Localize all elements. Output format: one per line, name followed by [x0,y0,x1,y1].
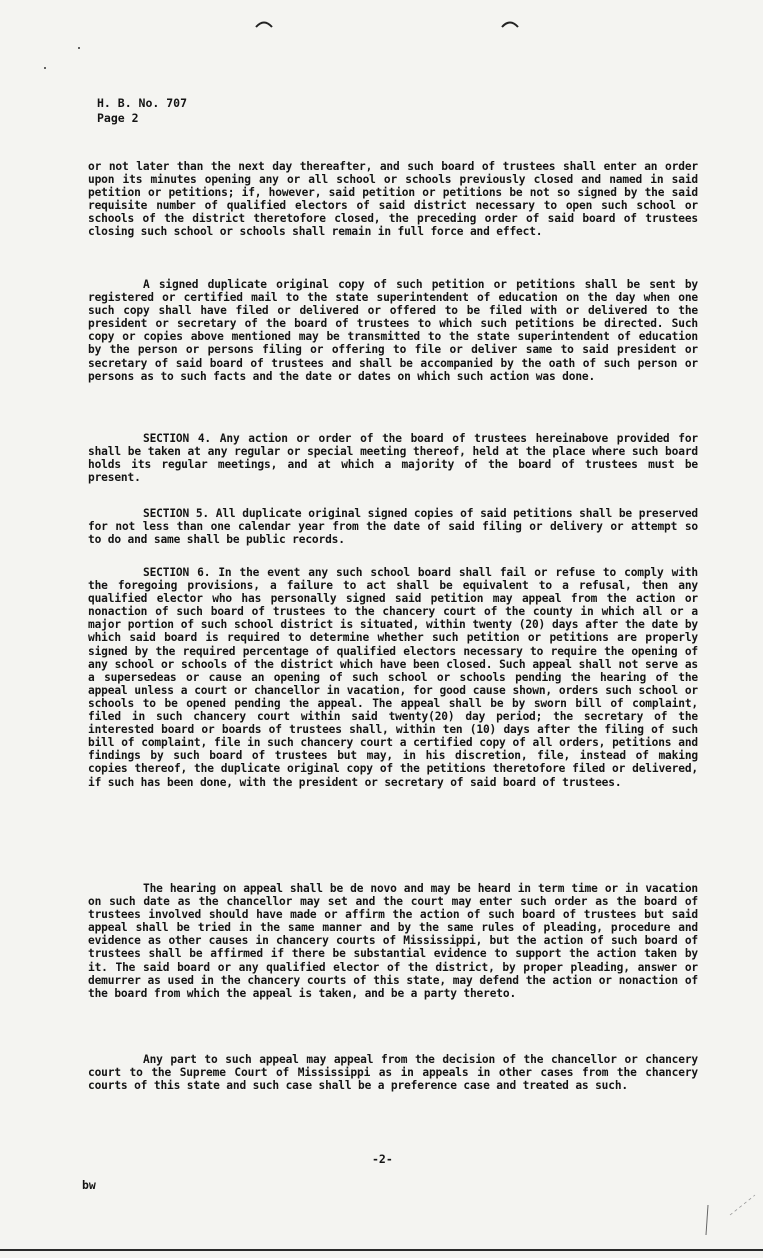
paragraph-duplicate-copy [88,278,698,383]
bill-number: H. B. No. 707 [97,96,188,110]
typist-initials: bw [82,1178,96,1192]
punch-hole-mark-left [254,16,274,30]
paragraph-text: Any part to such appeal may appeal from the decision of the chancellor or chancery court to the Supreme Court of Mississippi as in appeals in other cases from the chancery courts of this state and such case shall be a preference case and treated as such. [88,1053,698,1093]
punch-hole-mark-right [500,16,520,30]
page-bottom-edge [0,1249,763,1251]
paragraph-section-4 [88,432,698,484]
paragraph-text: SECTION 4. Any action or order of the board of trustees hereinabove provided for shall be taken at any regular or special meeting thereof, held at the place where such board holds its regular meetings, and at which a majority of the board of trustees must be present. [88,432,698,485]
paragraph-hearing-on-appeal [88,882,698,1000]
paragraph-section-6 [88,566,698,789]
paragraph-text: A signed duplicate original copy of such petition or petitions shall be sent by registered or certified mail to the state superintendent of education on the day when one such copy shall have filed or delivered or offered to be filed with or delivered to the president or secretary of the board of trustees to which such petitions be directed. Such copy or copies above mentioned may be transmitted to the state superintendent of education by the person or persons filing or offering to file or deliver same to said president or secretary of said board of trustees and shall be accompanied by the oath of such person or persons as to such facts and the date or dates on which such action was done. [88,278,698,383]
paragraph-section-5 [88,507,698,546]
paragraph-text: SECTION 5. All duplicate original signed copies of said petitions shall be preserved for not less than one calendar year from the date of said filing or delivery or attempt so to do and same shall be public records. [88,507,698,547]
paragraph-continuation: or not later than the next day thereafter, and such board of trustees shall enter an order upon its minutes opening any or all school or schools previously closed and named in said petition or petitions; if, however, said petition or petitions be not so signed by the said requisite number of qualified electors of said district necessary to open such school or schools of the district theretofore closed, the preceding order of said board of trustees closing such school or schools shall remain in full force and effect. [88,160,698,239]
scan-speck [44,67,46,69]
paragraph-text: SECTION 6. In the event any such school board shall fail or refuse to comply with the foregoing provisions, a failure to act shall be equivalent to a refusal, then any qualified elector who has personally signed said petition may appeal from the action or nonaction of such board of trustees to the chancery court of the county in which all or a major portion of such school district is situated, within twenty (20) days after the date by which said board is required to determine whether such petition or petitions are properly signed by the required percentage of qualified electors necessary to require the opening of any school or schools of the district which have been closed. Such appeal shall not serve as a supersedeas or cause an opening of such school or schools pending the hearing of the appeal unless a court or chancellor in vacation, for good cause shown, orders such school or schools to be opened pending the appeal. The appeal shall be by sworn bill of complaint, filed in such chancery court within said twenty(20) day period; the secretary of the interested board or boards of trustees shall, within ten (10) days after the filing of such bill of complaint, file in such chancery court a certified copy of all orders, petitions and findings by such board of trustees but may, in his discretion, file, instead of making copies thereof, the duplicate original copy of the petitions theretofore filed or delivered, if such has been done, with the president or secretary of said board of trustees. [88,566,698,789]
paragraph-supreme-court-appeal [88,1053,698,1092]
page-number: -2- [372,1152,393,1166]
scan-speck [78,47,80,49]
bill-header [97,96,187,126]
scan-artifact-marks [700,1175,760,1245]
paragraph-text: The hearing on appeal shall be de novo and may be heard in term time or in vacation on such date as the chancellor may set and the court may enter such order as the board of trustees involved should have made or affirm the action of such board of trustees but said appeal shall be tried in the same manner and by the same rules of pleading, procedure and evidence as other causes in chancery courts of Mississippi, but the action of such board of trustees shall be affirmed if there be substantial evidence to support the action taken by it. The said board or any qualified elector of the district, by proper pleading, answer or demurrer as used in the chancery courts of this state, may defend the action or nonaction of the board from which the appeal is taken, and be a party thereto. [88,882,698,1000]
page-label: Page 2 [97,111,139,125]
